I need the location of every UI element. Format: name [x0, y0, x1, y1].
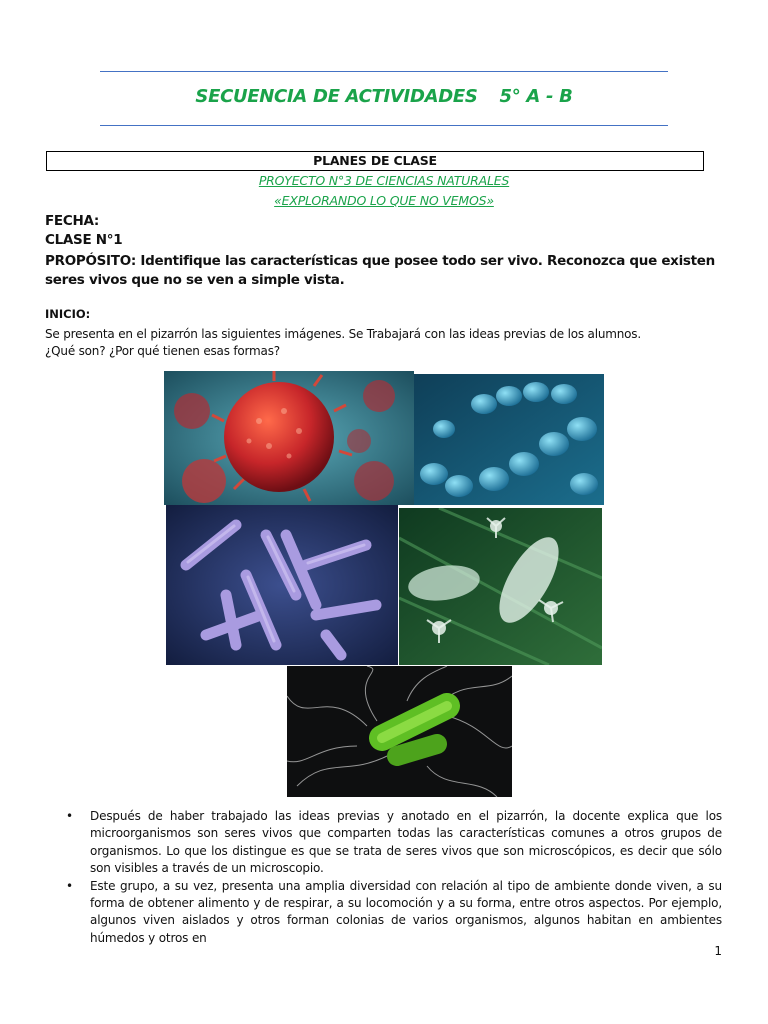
page-number: 1: [714, 944, 722, 958]
fecha-label: FECHA:: [45, 213, 99, 229]
green-bacteria-image: [287, 666, 512, 797]
bullet-icon: •: [66, 809, 73, 823]
protozoa-image: [399, 508, 602, 665]
grade-text: 5° A - B: [499, 86, 573, 107]
list-item: [66, 878, 722, 948]
project-subtitle: «EXPLORANDO LO QUE NO VEMOS»: [274, 193, 494, 208]
proposito-label: PROPÓSITO:: [45, 253, 136, 269]
top-rule: [100, 71, 668, 72]
page-title: [0, 86, 768, 107]
clase-label: CLASE N°1: [45, 232, 123, 248]
inicio-line-2: ¿Qué son? ¿Por qué tienen esas formas?: [45, 344, 280, 358]
title-text: SECUENCIA DE ACTIVIDADES: [195, 86, 478, 107]
purple-bacilli-image: [166, 505, 398, 665]
virus-image: [164, 371, 414, 505]
bullet-text: Después de haber trabajado las ideas previas y anotado en el pizarrón, la docente explica que los microorganismos son seres vivos que comparten todas las características comunes a otros grupos de organismos. Lo que los distingue es que se trata de seres vivos que son microscópicos, es decir que sólo son visibles a través de un microscopio.: [90, 809, 722, 876]
bullet-icon: •: [66, 878, 73, 893]
inicio-label: INICIO:: [45, 307, 91, 321]
blue-bacteria-image: [414, 374, 604, 505]
list-item: [66, 808, 722, 878]
inicio-line-1: Se presenta en el pizarrón las siguientes imágenes. Se Trabajará con las ideas previas de los alumnos.: [45, 327, 641, 341]
project-title: PROYECTO N°3 DE CIENCIAS NATURALES: [258, 173, 510, 188]
proposito-text: Identifique las características que posee todo ser vivo. Reconozca que existen seres vivos que no se ven a simple vista.: [45, 253, 715, 288]
explanation-list: [66, 808, 722, 947]
bullet-text: Este grupo, a su vez, presenta una amplia diversidad con relación al tipo de ambiente donde viven, a su forma de obtener alimento y de respirar, a su locomoción y a su forma, entre otros aspectos. Por ejemplo, algunos viven aislados y otros forman colonias de varios organismos, algunos habitan en ambientes húmedos y otros en: [90, 878, 722, 945]
bottom-rule: [100, 125, 668, 126]
proposito: [45, 252, 725, 290]
planes-de-clase-box: PLANES DE CLASE: [46, 151, 704, 171]
